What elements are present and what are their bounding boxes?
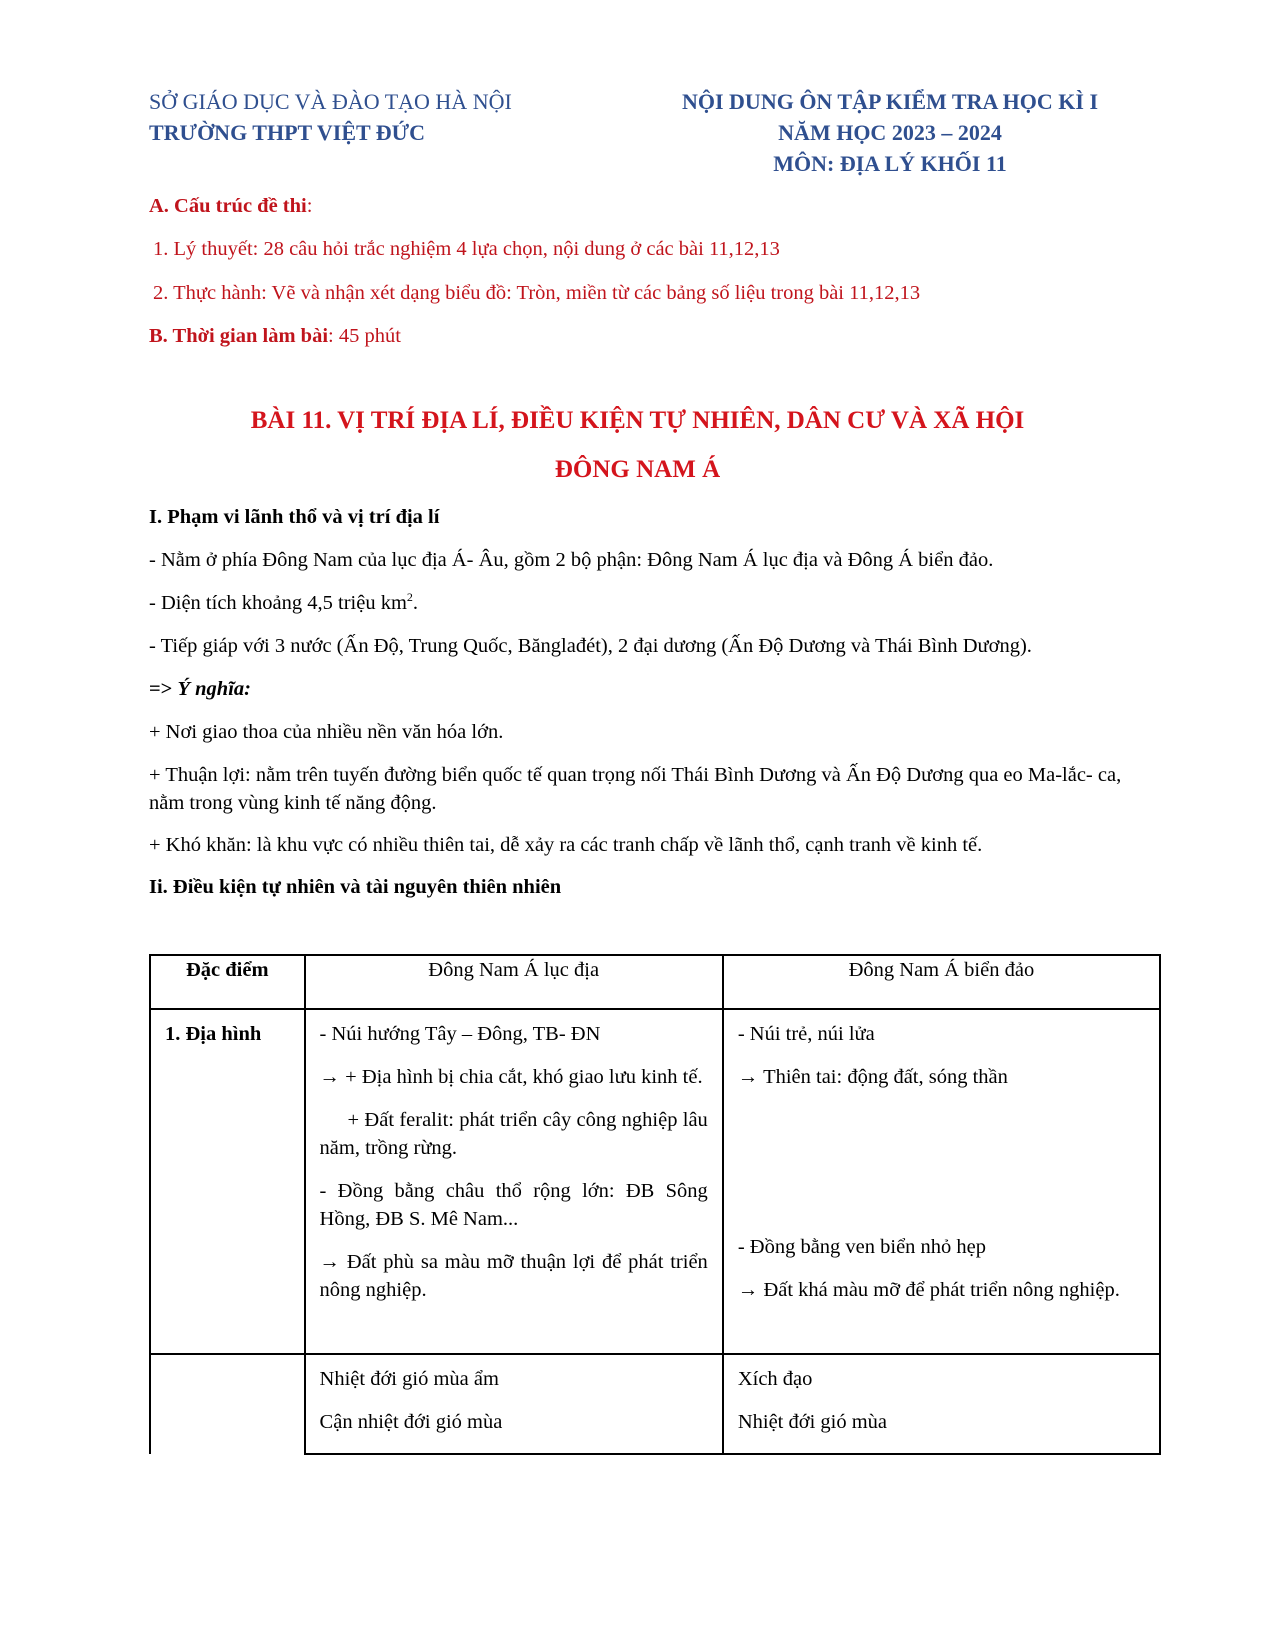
location-paragraph: - Nằm ở phía Đông Nam của lục địa Á- Âu, gồm 2 bộ phận: Đông Nam Á lục địa và Đông Á biển đảo.: [149, 549, 994, 571]
subject-title: MÔN: ĐỊA LÝ KHỐI 11: [773, 151, 1007, 176]
school-year: NĂM HỌC 2023 – 2024: [778, 120, 1002, 145]
meaning-item-2: + Thuận lợi: nằm trên tuyến đường biển quốc tế quan trọng nối Thái Bình Dương và Ấn Độ Dương qua eo Ma-lắc- ca, nằm trong vùng kinh tế năng động.: [149, 764, 1122, 814]
table-cell-label: [150, 1354, 305, 1454]
area-paragraph: [149, 589, 1145, 617]
header-right: [640, 86, 1140, 179]
list-item: - Đồng bằng châu thổ rộng lớn: ĐB Sông Hồng, ĐB S. Mê Nam...: [319, 1180, 708, 1230]
section-1-heading: I. Phạm vi lãnh thổ và vị trí địa lí: [149, 506, 440, 528]
area-text: - Diện tích khoảng 4,5 triệu km: [149, 592, 407, 614]
header-left: [149, 86, 512, 148]
list-item: → Thiên tai: động đất, sóng thần: [737, 1066, 1008, 1088]
meaning-heading: [149, 675, 1145, 703]
document-title: NỘI DUNG ÔN TẬP KIỂM TRA HỌC KÌ I: [681, 89, 1099, 114]
table-cell-islands: [723, 1354, 1160, 1454]
area-end: .: [412, 592, 419, 614]
time-line: [149, 322, 1145, 350]
structure-heading-line: [149, 192, 1145, 220]
list-item: - Núi trẻ, núi lửa: [737, 1023, 875, 1045]
school-name: TRƯỜNG THPT VIỆT ĐỨC: [149, 120, 426, 145]
table-cell-mainland: [305, 1354, 723, 1454]
table-header-islands: Đông Nam Á biển đảo: [723, 955, 1160, 1009]
list-item: Cận nhiệt đới gió mùa: [319, 1411, 503, 1433]
list-item: → Đất phù sa màu mỡ thuận lợi để phát triển nông nghiệp.: [319, 1251, 708, 1301]
department-name: SỞ GIÁO DỤC VÀ ĐÀO TẠO HÀ NỘI: [149, 89, 512, 114]
meaning-label: Ý nghĩa:: [177, 678, 251, 700]
table-row: [150, 1009, 1160, 1354]
area-superscript: 2: [406, 590, 413, 605]
lesson-title-line-2: ĐÔNG NAM Á: [554, 456, 721, 483]
table-cell-islands: [723, 1009, 1160, 1354]
table-cell-mainland: [305, 1009, 723, 1354]
climate-label: [151, 1355, 304, 1373]
list-item: → + Địa hình bị chia cắt, khó giao lưu kinh tế.: [319, 1066, 703, 1088]
list-item: - Đồng bằng ven biển nhỏ hẹp: [737, 1236, 987, 1258]
list-item: Nhiệt đới gió mùa: [737, 1411, 888, 1433]
terrain-label: 1. Địa hình: [165, 1023, 262, 1045]
meaning-item-3: + Khó khăn: là khu vực có nhiều thiên tai, dễ xảy ra các tranh chấp về lãnh thổ, cạnh tranh về kinh tế.: [149, 834, 983, 856]
table-header-row: [150, 955, 1160, 1009]
structure-heading-colon: :: [306, 195, 313, 217]
meaning-item-1: + Nơi giao thoa của nhiều nền văn hóa lớn.: [149, 721, 504, 743]
list-item: + Đất feralit: phát triển cây công nghiệp lâu năm, trồng rừng.: [319, 1109, 708, 1159]
list-item: → Đất khá màu mỡ để phát triển nông nghiệp.: [737, 1279, 1120, 1301]
time-heading: B. Thời gian làm bài: [149, 325, 329, 347]
lesson-title-line-1: BÀI 11. VỊ TRÍ ĐỊA LÍ, ĐIỀU KIỆN TỰ NHIÊN, DÂN CƯ VÀ XÃ HỘI: [250, 407, 1025, 434]
meaning-arrow: =>: [149, 678, 178, 700]
list-item: Nhiệt đới gió mùa ẩm: [319, 1368, 499, 1390]
natural-conditions-table: [149, 954, 1161, 1455]
section-2-heading: Ii. Điều kiện tự nhiên và tài nguyên thiên nhiên: [149, 876, 562, 898]
table-header-feature: Đặc điểm: [150, 955, 305, 1009]
structure-item-1: 1. Lý thuyết: 28 câu hỏi trắc nghiệm 4 lựa chọn, nội dung ở các bài 11,12,13: [153, 238, 780, 260]
list-item: - Núi hướng Tây – Đông, TB- ĐN: [319, 1023, 601, 1045]
table-cell-label: [150, 1009, 305, 1354]
table-header-mainland: Đông Nam Á lục địa: [305, 955, 723, 1009]
time-value: : 45 phút: [328, 325, 401, 347]
list-item: Xích đạo: [737, 1368, 813, 1390]
structure-heading: A. Cấu trúc đề thi: [149, 195, 307, 217]
borders-paragraph: - Tiếp giáp với 3 nước (Ấn Độ, Trung Quốc, Bănglađét), 2 đại dương (Ấn Độ Dương và Thái Bình Dương).: [149, 635, 1032, 657]
table-row: [150, 1354, 1160, 1454]
structure-item-2: 2. Thực hành: Vẽ và nhận xét dạng biểu đồ: Tròn, miền từ các bảng số liệu trong bài 11,12,13: [153, 282, 921, 304]
